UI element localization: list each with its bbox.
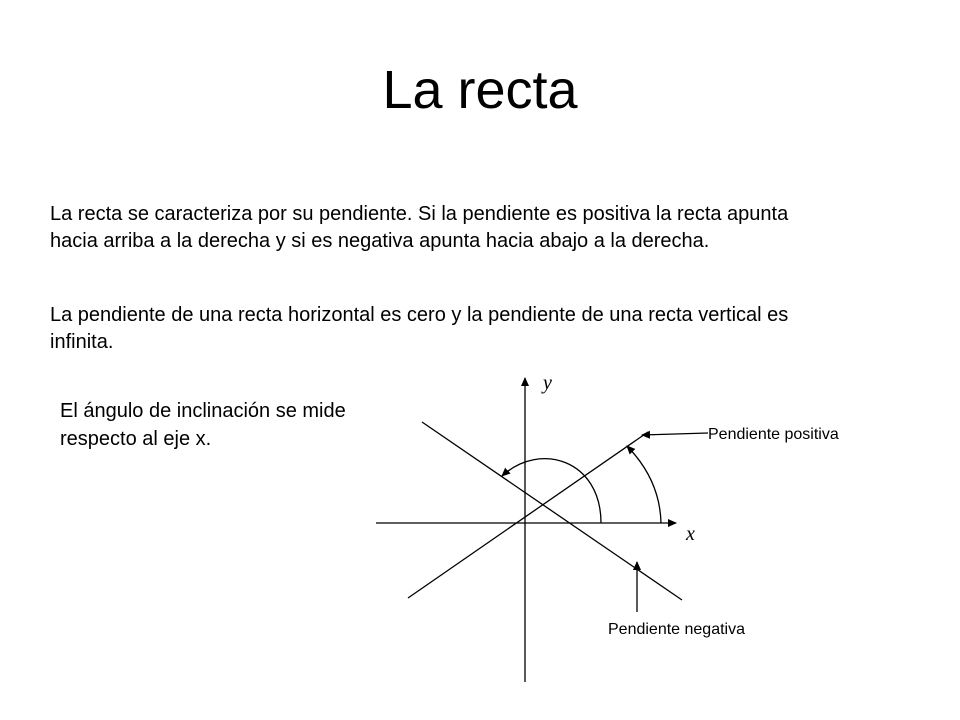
- slide-title: La recta: [382, 60, 578, 120]
- positive-slope-pointer: [642, 433, 708, 435]
- paragraph-slope-intro: La recta se caracteriza por su pendiente. Si la pendiente es positiva la recta apunta hacia arriba a la derecha y si es negativa apunta hacia abajo a la derecha.: [50, 203, 789, 252]
- positive-angle-arc: [627, 446, 661, 523]
- negative-slope-label: Pendiente negativa: [608, 621, 745, 638]
- negative-angle-arc: [502, 459, 601, 523]
- positive-slope-line: [408, 432, 648, 598]
- positive-slope-label: Pendiente positiva: [708, 426, 839, 443]
- y-axis-label: y: [543, 372, 552, 394]
- negative-slope-line: [422, 422, 682, 600]
- x-axis-label: x: [686, 523, 695, 545]
- angle-note: El ángulo de inclinación se mide respecto al eje x.: [60, 400, 346, 450]
- paragraph-horizontal-vertical: La pendiente de una recta horizontal es cero y la pendiente de una recta vertical es infinita.: [50, 304, 789, 353]
